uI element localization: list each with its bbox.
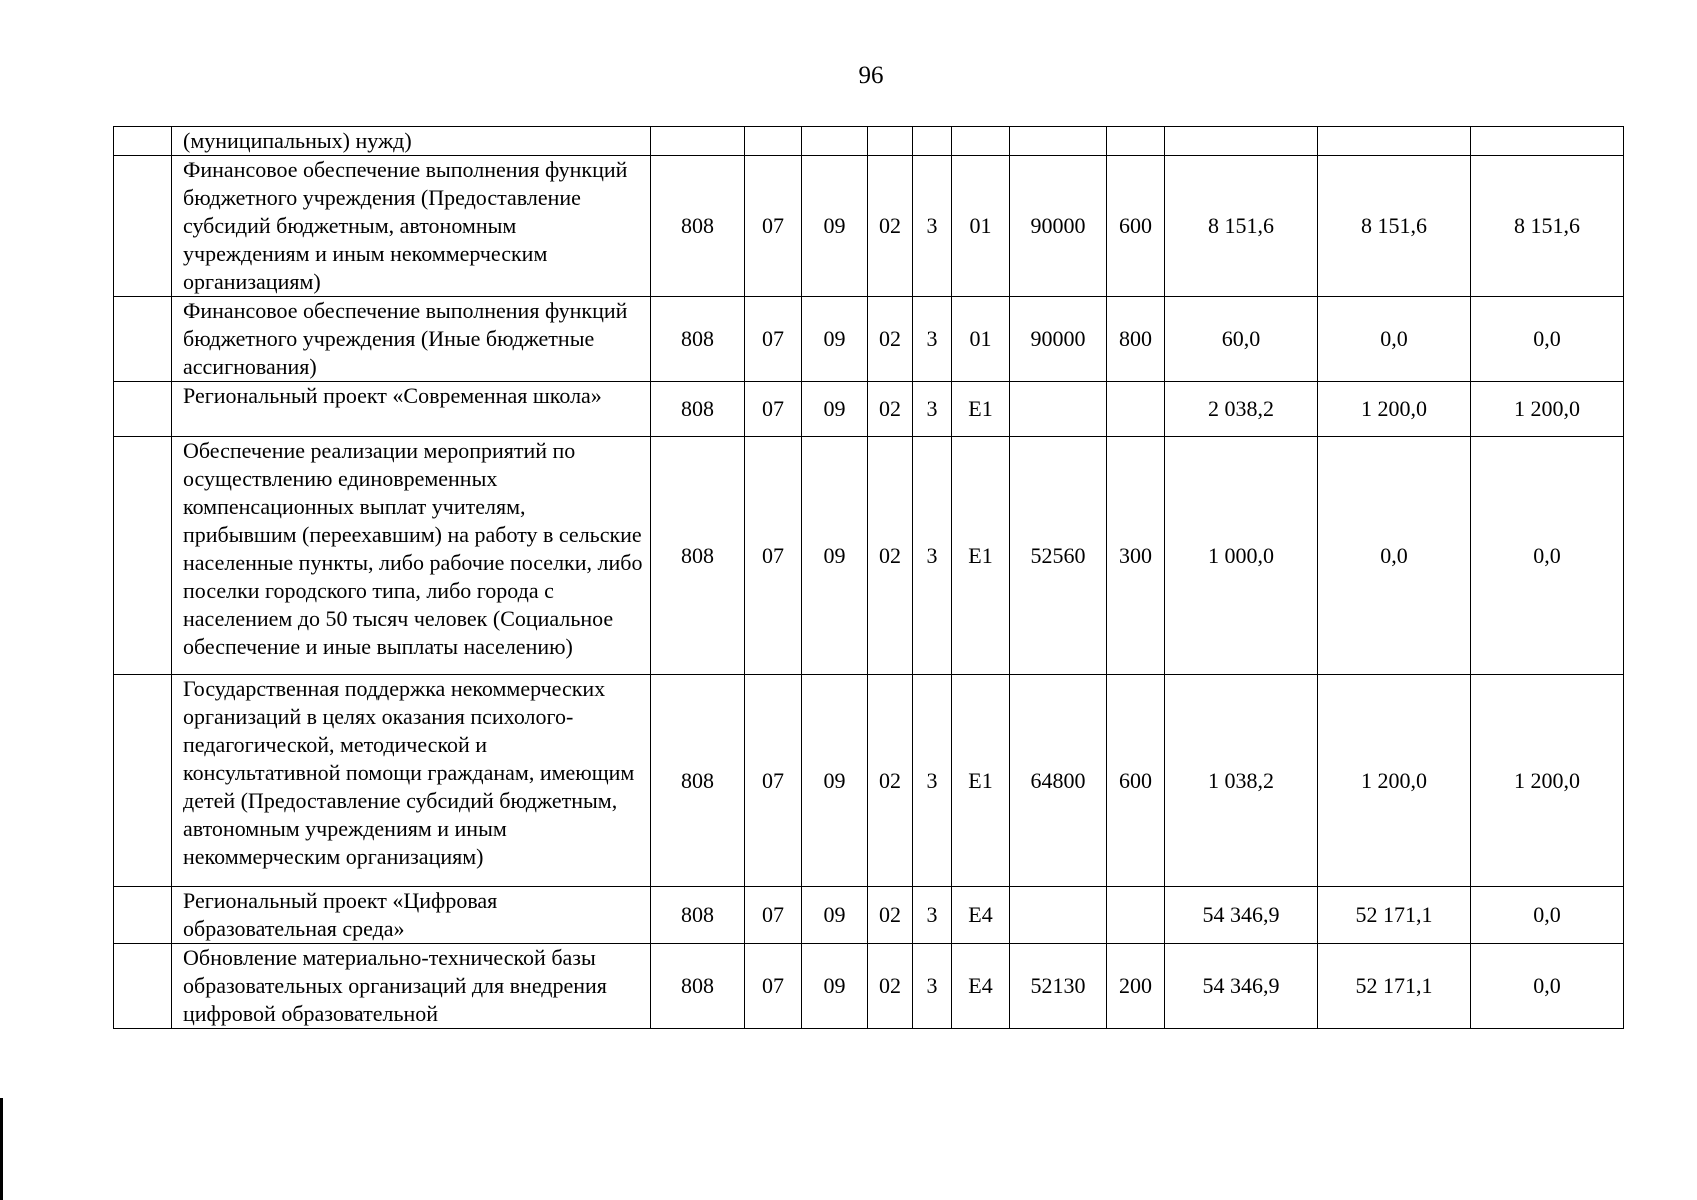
expense-type-cell	[1107, 382, 1165, 437]
item-name-cell: Обеспечение реализации мероприятий по осуществлению единовременных компенсационных выплат учителям, прибывшим (переехавшим) на работу в сельские населенные пункты, либо рабочие поселки, либо поселки городского типа, либо города с населением до 50 тысяч человек (Социальное обеспечение и иные выплаты населению)	[172, 437, 651, 675]
subprogram-code-cell: 3	[913, 382, 952, 437]
table-row	[114, 382, 1624, 437]
grbs-cell: 808	[651, 382, 745, 437]
program-code-cell	[868, 127, 913, 156]
project-code-cell: E4	[952, 887, 1010, 944]
subprogram-code-cell: 3	[913, 675, 952, 887]
table-row	[114, 944, 1624, 1029]
table-row	[114, 297, 1624, 382]
amount-year-3-cell: 0,0	[1471, 297, 1624, 382]
program-code-cell: 02	[868, 156, 913, 297]
row-index-cell	[114, 887, 172, 944]
row-index-cell	[114, 297, 172, 382]
subsection-cell: 09	[802, 382, 868, 437]
subsection-cell: 09	[802, 887, 868, 944]
section-cell: 07	[745, 887, 802, 944]
amount-year-2-cell: 52 171,1	[1318, 944, 1471, 1029]
direction-code-cell: 90000	[1010, 156, 1107, 297]
item-name-cell: Финансовое обеспечение выполнения функций бюджетного учреждения (Предоставление субсидий бюджетным, автономным учреждениям и иным некоммерческим организациям)	[172, 156, 651, 297]
subprogram-code-cell	[913, 127, 952, 156]
row-index-cell	[114, 127, 172, 156]
subprogram-code-cell: 3	[913, 437, 952, 675]
grbs-cell: 808	[651, 887, 745, 944]
amount-year-3-cell: 1 200,0	[1471, 675, 1624, 887]
row-index-cell	[114, 382, 172, 437]
program-code-cell: 02	[868, 382, 913, 437]
row-index-cell	[114, 675, 172, 887]
subprogram-code-cell: 3	[913, 156, 952, 297]
direction-code-cell	[1010, 382, 1107, 437]
item-name-cell: Обновление материально-технической базы образовательных организаций для внедрения цифровой образовательной	[172, 944, 651, 1029]
table-row	[114, 437, 1624, 675]
table-row	[114, 675, 1624, 887]
subsection-cell: 09	[802, 297, 868, 382]
amount-year-1-cell: 2 038,2	[1165, 382, 1318, 437]
project-code-cell: E4	[952, 944, 1010, 1029]
section-cell: 07	[745, 382, 802, 437]
budget-table	[113, 126, 1624, 1029]
row-index-cell	[114, 156, 172, 297]
subsection-cell: 09	[802, 156, 868, 297]
expense-type-cell: 200	[1107, 944, 1165, 1029]
amount-year-3-cell: 1 200,0	[1471, 382, 1624, 437]
amount-year-2-cell: 0,0	[1318, 297, 1471, 382]
table-body	[114, 127, 1624, 1029]
table-row	[114, 127, 1624, 156]
expense-type-cell	[1107, 127, 1165, 156]
amount-year-3-cell	[1471, 127, 1624, 156]
subsection-cell: 09	[802, 437, 868, 675]
project-code-cell: E1	[952, 675, 1010, 887]
section-cell: 07	[745, 297, 802, 382]
subprogram-code-cell: 3	[913, 944, 952, 1029]
amount-year-1-cell: 54 346,9	[1165, 944, 1318, 1029]
program-code-cell: 02	[868, 944, 913, 1029]
item-name-cell: Финансовое обеспечение выполнения функций бюджетного учреждения (Иные бюджетные ассигнования)	[172, 297, 651, 382]
section-cell: 07	[745, 944, 802, 1029]
item-name-cell: Государственная поддержка некоммерческих организаций в целях оказания психолого-педагогической, методической и консультативной помощи гражданам, имеющим детей (Предоставление субсидий бюджетным, автономным учреждениям и иным некоммерческим организациям)	[172, 675, 651, 887]
amount-year-2-cell: 1 200,0	[1318, 675, 1471, 887]
project-code-cell: 01	[952, 297, 1010, 382]
table-row	[114, 887, 1624, 944]
amount-year-2-cell: 0,0	[1318, 437, 1471, 675]
amount-year-1-cell: 8 151,6	[1165, 156, 1318, 297]
row-index-cell	[114, 437, 172, 675]
direction-code-cell: 52560	[1010, 437, 1107, 675]
section-cell: 07	[745, 675, 802, 887]
amount-year-1-cell: 54 346,9	[1165, 887, 1318, 944]
direction-code-cell	[1010, 127, 1107, 156]
amount-year-1-cell	[1165, 127, 1318, 156]
amount-year-3-cell: 0,0	[1471, 437, 1624, 675]
item-name-cell: Региональный проект «Современная школа»	[172, 382, 651, 437]
scan-edge-mark	[0, 1098, 3, 1200]
amount-year-1-cell: 1 000,0	[1165, 437, 1318, 675]
section-cell: 07	[745, 437, 802, 675]
subsection-cell: 09	[802, 944, 868, 1029]
direction-code-cell: 90000	[1010, 297, 1107, 382]
page-number: 96	[858, 62, 884, 89]
amount-year-2-cell: 1 200,0	[1318, 382, 1471, 437]
amount-year-3-cell: 0,0	[1471, 944, 1624, 1029]
program-code-cell: 02	[868, 297, 913, 382]
program-code-cell: 02	[868, 887, 913, 944]
amount-year-3-cell: 0,0	[1471, 887, 1624, 944]
amount-year-3-cell: 8 151,6	[1471, 156, 1624, 297]
subprogram-code-cell: 3	[913, 887, 952, 944]
expense-type-cell: 300	[1107, 437, 1165, 675]
expense-type-cell: 600	[1107, 156, 1165, 297]
subsection-cell: 09	[802, 675, 868, 887]
program-code-cell: 02	[868, 437, 913, 675]
project-code-cell: E1	[952, 437, 1010, 675]
direction-code-cell	[1010, 887, 1107, 944]
program-code-cell: 02	[868, 675, 913, 887]
section-cell	[745, 127, 802, 156]
direction-code-cell: 64800	[1010, 675, 1107, 887]
expense-type-cell: 800	[1107, 297, 1165, 382]
grbs-cell: 808	[651, 944, 745, 1029]
project-code-cell	[952, 127, 1010, 156]
item-name-cell: Региональный проект «Цифровая образовательная среда»	[172, 887, 651, 944]
project-code-cell: 01	[952, 156, 1010, 297]
subprogram-code-cell: 3	[913, 297, 952, 382]
grbs-cell: 808	[651, 437, 745, 675]
subsection-cell	[802, 127, 868, 156]
grbs-cell	[651, 127, 745, 156]
amount-year-2-cell	[1318, 127, 1471, 156]
grbs-cell: 808	[651, 675, 745, 887]
item-name-cell: (муниципальных) нужд)	[172, 127, 651, 156]
amount-year-1-cell: 60,0	[1165, 297, 1318, 382]
table-row	[114, 156, 1624, 297]
amount-year-2-cell: 8 151,6	[1318, 156, 1471, 297]
expense-type-cell	[1107, 887, 1165, 944]
direction-code-cell: 52130	[1010, 944, 1107, 1029]
amount-year-2-cell: 52 171,1	[1318, 887, 1471, 944]
amount-year-1-cell: 1 038,2	[1165, 675, 1318, 887]
grbs-cell: 808	[651, 297, 745, 382]
expense-type-cell: 600	[1107, 675, 1165, 887]
row-index-cell	[114, 944, 172, 1029]
section-cell: 07	[745, 156, 802, 297]
project-code-cell: E1	[952, 382, 1010, 437]
grbs-cell: 808	[651, 156, 745, 297]
